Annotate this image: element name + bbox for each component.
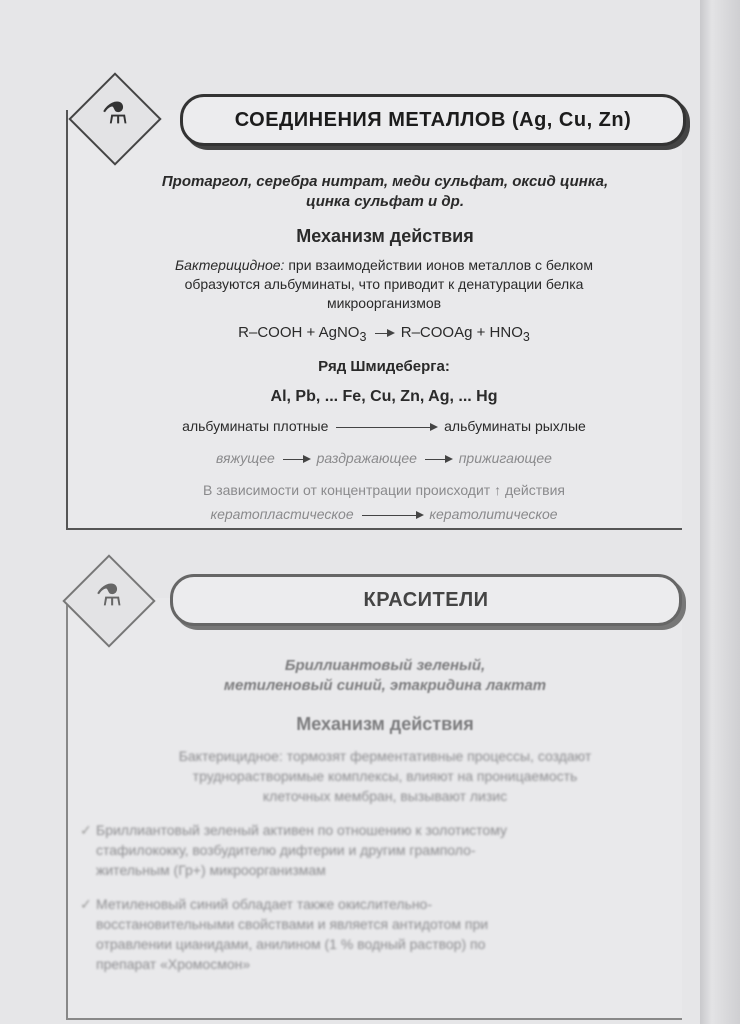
schmiedeberg-heading: Ряд Шмидеберга: [318,358,450,375]
reaction-reagents: R–COOH + AgNO [238,324,360,341]
subscript: 3 [522,330,530,344]
chemistry-flask-icon: ⚗ [101,96,129,132]
list-item-text: жительным (Гр+) микроорганизмам [96,862,326,878]
drug-list-line: Бриллиантовый зеленый, [284,657,486,674]
keratolytic-effect: кератолитическое [429,506,558,522]
list-item-text: препарат «Хромосмон» [96,956,251,972]
list-item-text: Бриллиантовый зеленый активен по отношению к золотистому [96,822,507,838]
reaction-arrow [375,333,393,334]
list-item-text: восстановительными свойствами и является антидотом при [96,916,489,932]
mechanism-heading: Механизм действия [296,714,474,734]
reaction-products: R–COOAg + HNO [396,324,523,341]
check-icon: ✓ [80,896,92,912]
section-title-metals: СОЕДИНЕНИЯ МЕТАЛЛОВ (Ag, Cu, Zn) [180,94,686,146]
list-item-text: Метиленовый синий обладает также окислительно- [96,896,432,912]
description-text: микроорганизмов [326,295,442,311]
description-text: труднорастворимые комплексы, влияют на проницаемость [192,768,578,784]
astringent-effect: вяжущее [216,450,275,466]
keratin-row [84,506,684,522]
arrow-right [362,515,422,516]
arrow-right [336,427,436,428]
drug-list-line: метиленовый синий, этакридина лактат [223,677,547,694]
keratoplastic-effect: кератопластическое [210,506,354,522]
drug-list [90,172,680,212]
section-title-dyes: КРАСИТЕЛИ [170,574,682,626]
drug-list-line: Протаргол, серебра нитрат, меди сульфат, оксид цинка, [161,173,609,190]
description-text: образуются альбуминаты, что приводит к денатурации белка [184,276,584,292]
metal-series: Al, Pb, ... Fe, Cu, Zn, Ag, ... Hg [270,388,498,405]
action-scale-row [84,450,684,466]
list-item [80,894,690,974]
page-edge [700,0,740,1024]
albuminates-dense: альбуминаты плотные [182,418,329,434]
check-icon: ✓ [80,822,92,838]
reaction-equation [84,324,684,344]
mechanism-heading: Механизм действия [296,226,474,246]
chemistry-flask-icon: ⚗ [95,578,123,614]
subscript: 3 [359,330,367,344]
dyes-description [80,746,690,806]
irritant-effect: раздражающее [316,450,417,466]
concentration-note: В зависимости от концентрации происходит ↑ действия [202,482,566,498]
description-text: клеточных мембран, вызывают лизис [262,788,508,804]
list-item-text: отравлении цианидами, анилином (1 % водный раствор) по [96,936,486,952]
list-item [80,820,690,880]
arrow-right [283,459,309,460]
drug-list-line: цинка сульфат и др. [306,193,464,210]
drug-list [90,656,680,696]
list-item-text: стафилококку, возбудителю дифтерии и другим грамполо- [96,842,476,858]
bactericidal-label: Бактерицидное: [175,257,285,273]
description-text: при взаимодействии ионов металлов с белком [284,257,593,273]
albuminates-loose: альбуминаты рыхлые [444,418,586,434]
arrow-right [425,459,451,460]
albuminates-row [84,418,684,434]
bactericidal-description [84,256,684,313]
cauterizing-effect: прижигающее [458,450,552,466]
description-text: Бактерицидное: тормозят ферментативные процессы, создают [178,748,592,764]
